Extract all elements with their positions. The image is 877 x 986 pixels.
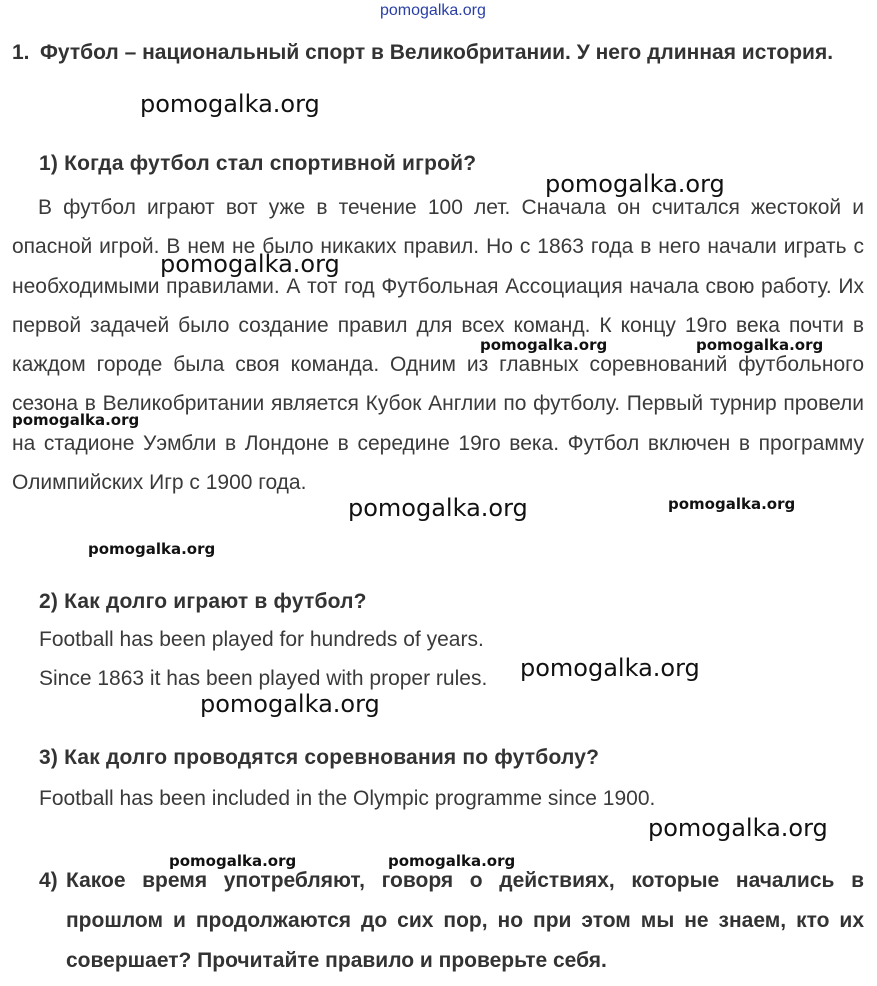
watermark: pomogalka.org	[348, 494, 528, 522]
watermark-top[interactable]: pomogalka.org	[380, 2, 486, 19]
watermark: pomogalka.org	[545, 170, 725, 198]
watermark: pomogalka.org	[160, 250, 340, 278]
task-4-number: 4)	[39, 869, 58, 892]
watermark: pomogalka.org	[520, 654, 700, 682]
watermark: pomogalka.org	[668, 495, 796, 513]
watermark: pomogalka.org	[388, 852, 516, 870]
task-4-text: Какое время употребляют, говоря о действиях, которые начались в прошлом и продолжаются до сих пор, но при этом мы не знаем, кто их совершает? Прочитайте правило и проверьте себя.	[66, 869, 864, 972]
watermark: pomogalka.org	[12, 411, 140, 429]
watermark: pomogalka.org	[648, 814, 828, 842]
task-1-number: 1.	[12, 41, 30, 64]
question-1-title: 1) Когда футбол стал спортивной игрой?	[39, 152, 477, 175]
question-3-answer-line-1: Football has been included in the Olympic programme since 1900.	[39, 787, 656, 810]
question-2-answer-line-1: Football has been played for hundreds of years.	[39, 628, 484, 651]
watermark: pomogalka.org	[140, 90, 320, 118]
watermark: pomogalka.org	[480, 336, 608, 354]
question-2-answer-line-2: Since 1863 it has been played with proper rules.	[39, 667, 488, 690]
question-1-answer-paragraph: В футбол играют вот уже в течение 100 лет. Сначала он считался жестокой и опасной игрой. В нем не было никаких правил. Но с 1863 года в него начали играть с необходимыми правилами. А тот год Футбольная Ассоциация начала свою работу. Их первой задачей было создание правил для всех команд. К концу 19го века почти в каждом городе была своя команда. Одним из главных соревнований футбольного сезона в Великобритании является Кубок Англии по футболу. Первый турнир провели на стадионе Уэмбли в Лондоне в середине 19го века. Футбол включен в программу Олимпийских Игр с 1900 года.	[12, 196, 864, 495]
task-1-text: Футбол – национальный спорт в Великобритании. У него длинная история.	[40, 41, 834, 64]
watermark: pomogalka.org	[88, 540, 216, 558]
watermark: pomogalka.org	[200, 690, 380, 718]
watermark: pomogalka.org	[696, 336, 824, 354]
question-3-title: 3) Как долго проводятся соревнования по футболу?	[39, 746, 600, 769]
task-4	[39, 861, 864, 981]
question-2-title: 2) Как долго играют в футбол?	[39, 590, 367, 613]
task-1	[12, 33, 864, 72]
watermark: pomogalka.org	[169, 852, 297, 870]
